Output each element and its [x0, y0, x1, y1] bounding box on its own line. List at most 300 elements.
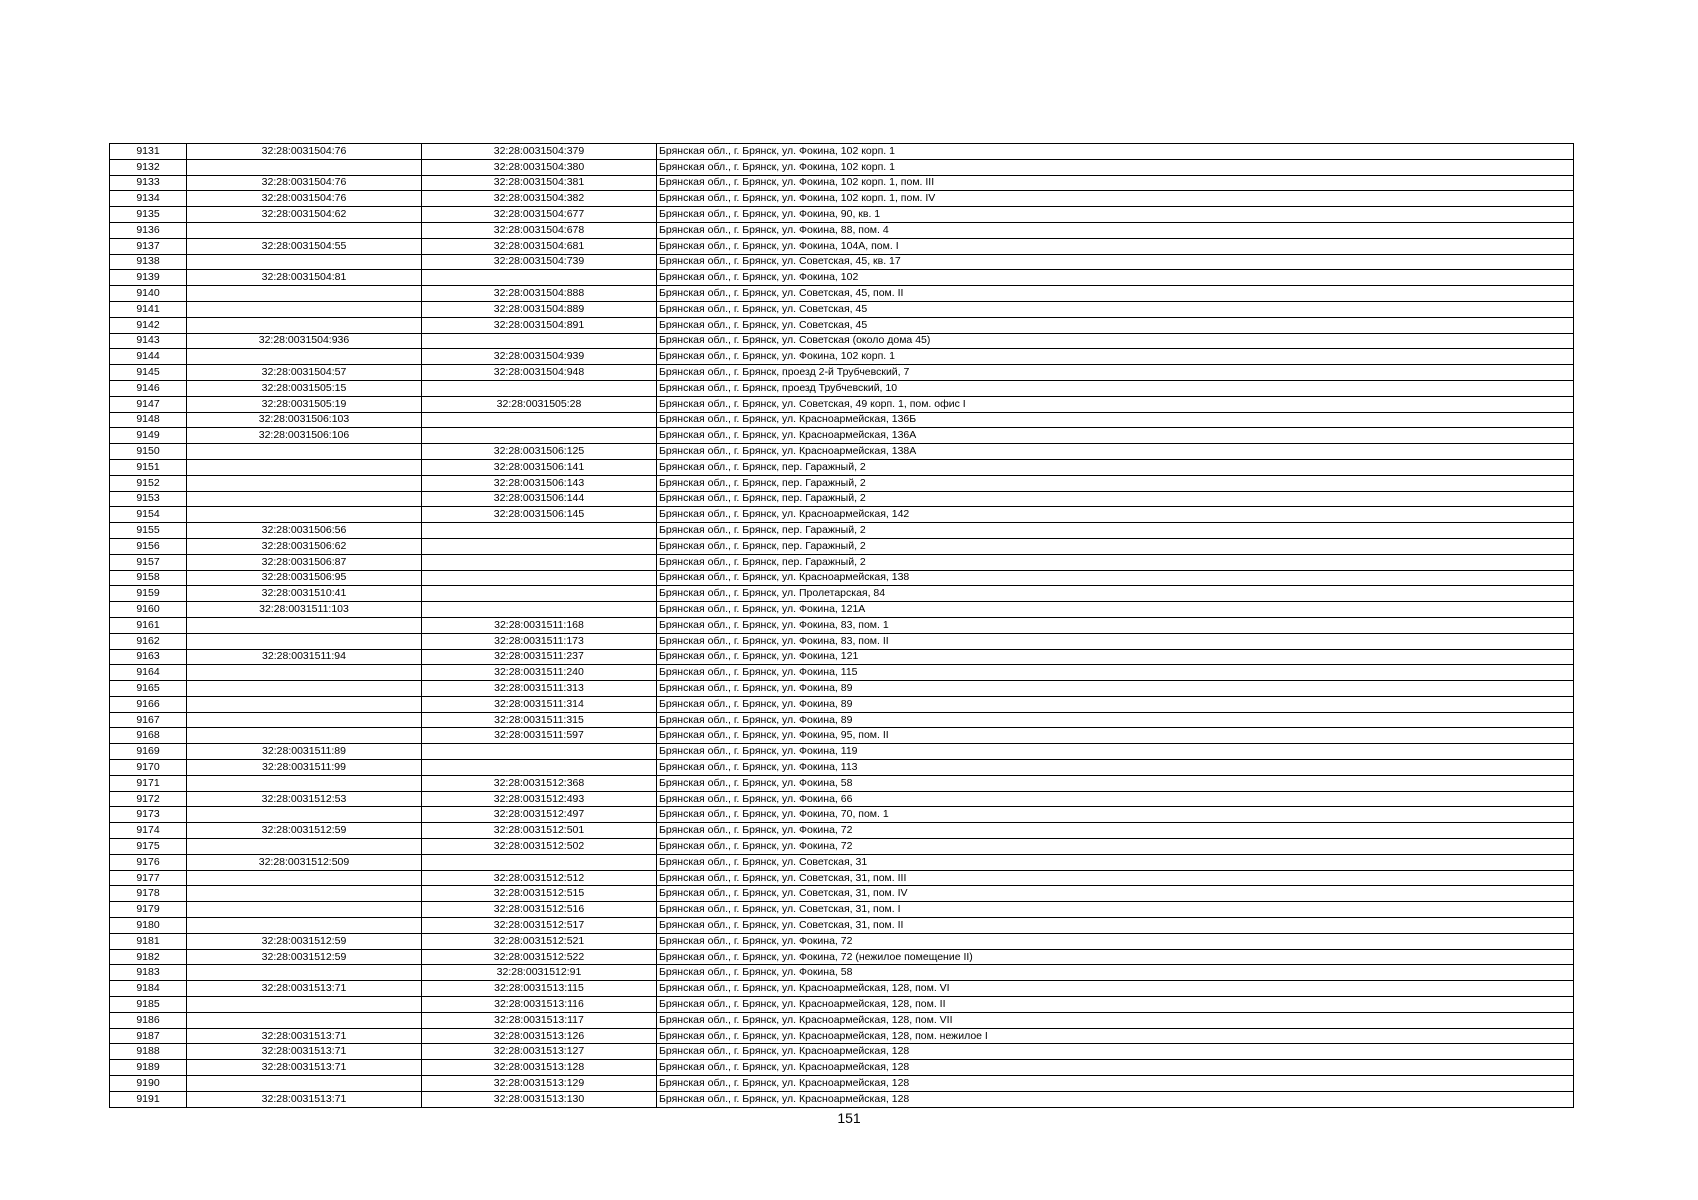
land-cadastral-number-cell	[187, 301, 422, 317]
row-number-cell: 9142	[110, 317, 187, 333]
address-cell: Брянская обл., г. Брянск, ул. Фокина, 102 корп. 1, пом. III	[657, 175, 1574, 191]
address-cell: Брянская обл., г. Брянск, ул. Красноармейская, 128	[657, 1091, 1574, 1107]
table-row	[110, 807, 1574, 823]
object-cadastral-number-cell: 32:28:0031505:28	[422, 396, 657, 412]
object-cadastral-number-cell: 32:28:0031504:379	[422, 144, 657, 160]
address-cell: Брянская обл., г. Брянск, ул. Фокина, 102 корп. 1	[657, 349, 1574, 365]
table-row	[110, 507, 1574, 523]
address-cell: Брянская обл., г. Брянск, ул. Красноармейская, 136Б	[657, 412, 1574, 428]
address-cell: Брянская обл., г. Брянск, ул. Красноармейская, 138	[657, 570, 1574, 586]
address-cell: Брянская обл., г. Брянск, ул. Фокина, 115	[657, 665, 1574, 681]
object-cadastral-number-cell: 32:28:0031504:888	[422, 286, 657, 302]
land-cadastral-number-cell	[187, 254, 422, 270]
row-number-cell: 9147	[110, 396, 187, 412]
land-cadastral-number-cell: 32:28:0031506:103	[187, 412, 422, 428]
row-number-cell: 9161	[110, 617, 187, 633]
row-number-cell: 9138	[110, 254, 187, 270]
land-cadastral-number-cell: 32:28:0031512:59	[187, 933, 422, 949]
table-row	[110, 491, 1574, 507]
object-cadastral-number-cell: 32:28:0031511:173	[422, 633, 657, 649]
address-cell: Брянская обл., г. Брянск, ул. Фокина, 83, пом. II	[657, 633, 1574, 649]
address-cell: Брянская обл., г. Брянск, ул. Советская, 45, кв. 17	[657, 254, 1574, 270]
row-number-cell: 9150	[110, 444, 187, 460]
row-number-cell: 9134	[110, 191, 187, 207]
table-row	[110, 523, 1574, 539]
row-number-cell: 9157	[110, 554, 187, 570]
object-cadastral-number-cell: 32:28:0031504:678	[422, 222, 657, 238]
land-cadastral-number-cell	[187, 286, 422, 302]
object-cadastral-number-cell: 32:28:0031511:597	[422, 728, 657, 744]
land-cadastral-number-cell: 32:28:0031511:94	[187, 649, 422, 665]
land-cadastral-number-cell: 32:28:0031512:509	[187, 854, 422, 870]
object-cadastral-number-cell: 32:28:0031504:681	[422, 238, 657, 254]
row-number-cell: 9164	[110, 665, 187, 681]
land-cadastral-number-cell: 32:28:0031511:99	[187, 760, 422, 776]
land-cadastral-number-cell: 32:28:0031513:71	[187, 1028, 422, 1044]
object-cadastral-number-cell	[422, 538, 657, 554]
land-cadastral-number-cell: 32:28:0031504:76	[187, 175, 422, 191]
table-row	[110, 191, 1574, 207]
table-row	[110, 428, 1574, 444]
table-row	[110, 554, 1574, 570]
row-number-cell: 9181	[110, 933, 187, 949]
table-row	[110, 712, 1574, 728]
address-cell: Брянская обл., г. Брянск, ул. Красноармейская, 138А	[657, 444, 1574, 460]
address-cell: Брянская обл., г. Брянск, ул. Фокина, 90, кв. 1	[657, 207, 1574, 223]
land-cadastral-number-cell: 32:28:0031512:53	[187, 791, 422, 807]
object-cadastral-number-cell	[422, 744, 657, 760]
row-number-cell: 9135	[110, 207, 187, 223]
row-number-cell: 9136	[110, 222, 187, 238]
table-row	[110, 349, 1574, 365]
row-number-cell: 9188	[110, 1044, 187, 1060]
object-cadastral-number-cell: 32:28:0031504:889	[422, 301, 657, 317]
table-row	[110, 1012, 1574, 1028]
address-cell: Брянская обл., г. Брянск, пер. Гаражный, 2	[657, 523, 1574, 539]
row-number-cell: 9167	[110, 712, 187, 728]
object-cadastral-number-cell: 32:28:0031512:512	[422, 870, 657, 886]
row-number-cell: 9155	[110, 523, 187, 539]
object-cadastral-number-cell: 32:28:0031511:237	[422, 649, 657, 665]
table-row	[110, 538, 1574, 554]
table-row	[110, 823, 1574, 839]
object-cadastral-number-cell: 32:28:0031512:515	[422, 886, 657, 902]
row-number-cell: 9169	[110, 744, 187, 760]
row-number-cell: 9146	[110, 380, 187, 396]
address-cell: Брянская обл., г. Брянск, ул. Фокина, 102 корп. 1	[657, 144, 1574, 160]
address-cell: Брянская обл., г. Брянск, ул. Фокина, 89	[657, 681, 1574, 697]
address-cell: Брянская обл., г. Брянск, ул. Советская, 31, пом. IV	[657, 886, 1574, 902]
object-cadastral-number-cell: 32:28:0031504:382	[422, 191, 657, 207]
object-cadastral-number-cell: 32:28:0031513:129	[422, 1076, 657, 1092]
object-cadastral-number-cell	[422, 333, 657, 349]
land-cadastral-number-cell: 32:28:0031506:87	[187, 554, 422, 570]
object-cadastral-number-cell: 32:28:0031513:130	[422, 1091, 657, 1107]
address-cell: Брянская обл., г. Брянск, ул. Красноармейская, 128, пом. нежилое I	[657, 1028, 1574, 1044]
table-row	[110, 365, 1574, 381]
row-number-cell: 9141	[110, 301, 187, 317]
land-cadastral-number-cell: 32:28:0031513:71	[187, 981, 422, 997]
table-row	[110, 981, 1574, 997]
row-number-cell: 9190	[110, 1076, 187, 1092]
land-cadastral-number-cell	[187, 775, 422, 791]
land-cadastral-number-cell: 32:28:0031506:56	[187, 523, 422, 539]
address-cell: Брянская обл., г. Брянск, пер. Гаражный, 2	[657, 491, 1574, 507]
land-cadastral-number-cell	[187, 617, 422, 633]
row-number-cell: 9153	[110, 491, 187, 507]
object-cadastral-number-cell: 32:28:0031506:145	[422, 507, 657, 523]
object-cadastral-number-cell	[422, 602, 657, 618]
address-cell: Брянская обл., г. Брянск, ул. Советская, 49 корп. 1, пом. офис I	[657, 396, 1574, 412]
land-cadastral-number-cell: 32:28:0031504:81	[187, 270, 422, 286]
land-cadastral-number-cell: 32:28:0031511:89	[187, 744, 422, 760]
object-cadastral-number-cell: 32:28:0031512:493	[422, 791, 657, 807]
row-number-cell: 9166	[110, 696, 187, 712]
object-cadastral-number-cell: 32:28:0031506:141	[422, 459, 657, 475]
address-cell: Брянская обл., г. Брянск, пер. Гаражный, 2	[657, 459, 1574, 475]
row-number-cell: 9132	[110, 159, 187, 175]
address-cell: Брянская обл., г. Брянск, ул. Фокина, 72	[657, 933, 1574, 949]
registry-table-body	[110, 144, 1574, 1108]
address-cell: Брянская обл., г. Брянск, пер. Гаражный, 2	[657, 554, 1574, 570]
object-cadastral-number-cell	[422, 428, 657, 444]
address-cell: Брянская обл., г. Брянск, ул. Красноармейская, 128, пом. II	[657, 997, 1574, 1013]
land-cadastral-number-cell	[187, 696, 422, 712]
land-cadastral-number-cell: 32:28:0031513:71	[187, 1044, 422, 1060]
object-cadastral-number-cell: 32:28:0031512:497	[422, 807, 657, 823]
object-cadastral-number-cell: 32:28:0031504:739	[422, 254, 657, 270]
object-cadastral-number-cell: 32:28:0031504:677	[422, 207, 657, 223]
table-row	[110, 1044, 1574, 1060]
land-cadastral-number-cell: 32:28:0031510:41	[187, 586, 422, 602]
land-cadastral-number-cell	[187, 159, 422, 175]
object-cadastral-number-cell: 32:28:0031504:380	[422, 159, 657, 175]
land-cadastral-number-cell: 32:28:0031504:62	[187, 207, 422, 223]
row-number-cell: 9156	[110, 538, 187, 554]
row-number-cell: 9160	[110, 602, 187, 618]
page-number: 151	[837, 1110, 861, 1126]
row-number-cell: 9133	[110, 175, 187, 191]
table-row	[110, 918, 1574, 934]
address-cell: Брянская обл., г. Брянск, ул. Фокина, 58	[657, 965, 1574, 981]
row-number-cell: 9140	[110, 286, 187, 302]
address-cell: Брянская обл., г. Брянск, ул. Красноармейская, 128	[657, 1044, 1574, 1060]
registry-table	[109, 143, 1574, 1108]
land-cadastral-number-cell: 32:28:0031506:95	[187, 570, 422, 586]
table-row	[110, 728, 1574, 744]
table-row	[110, 175, 1574, 191]
land-cadastral-number-cell: 32:28:0031505:19	[187, 396, 422, 412]
table-row	[110, 839, 1574, 855]
table-row	[110, 459, 1574, 475]
row-number-cell: 9137	[110, 238, 187, 254]
land-cadastral-number-cell: 32:28:0031504:76	[187, 191, 422, 207]
address-cell: Брянская обл., г. Брянск, ул. Фокина, 102	[657, 270, 1574, 286]
land-cadastral-number-cell	[187, 807, 422, 823]
address-cell: Брянская обл., г. Брянск, ул. Фокина, 89	[657, 712, 1574, 728]
table-row	[110, 286, 1574, 302]
address-cell: Брянская обл., г. Брянск, ул. Красноармейская, 128	[657, 1076, 1574, 1092]
row-number-cell: 9145	[110, 365, 187, 381]
land-cadastral-number-cell	[187, 902, 422, 918]
row-number-cell: 9173	[110, 807, 187, 823]
land-cadastral-number-cell	[187, 712, 422, 728]
address-cell: Брянская обл., г. Брянск, ул. Фокина, 88, пом. 4	[657, 222, 1574, 238]
object-cadastral-number-cell	[422, 586, 657, 602]
table-row	[110, 886, 1574, 902]
object-cadastral-number-cell: 32:28:0031504:939	[422, 349, 657, 365]
row-number-cell: 9184	[110, 981, 187, 997]
land-cadastral-number-cell	[187, 475, 422, 491]
row-number-cell: 9152	[110, 475, 187, 491]
address-cell: Брянская обл., г. Брянск, ул. Фокина, 58	[657, 775, 1574, 791]
object-cadastral-number-cell: 32:28:0031512:501	[422, 823, 657, 839]
object-cadastral-number-cell	[422, 554, 657, 570]
land-cadastral-number-cell	[187, 491, 422, 507]
object-cadastral-number-cell: 32:28:0031513:126	[422, 1028, 657, 1044]
row-number-cell: 9176	[110, 854, 187, 870]
table-row	[110, 254, 1574, 270]
table-row	[110, 1076, 1574, 1092]
land-cadastral-number-cell: 32:28:0031511:103	[187, 602, 422, 618]
table-row	[110, 570, 1574, 586]
land-cadastral-number-cell	[187, 997, 422, 1013]
address-cell: Брянская обл., г. Брянск, проезд Трубчевский, 10	[657, 380, 1574, 396]
land-cadastral-number-cell: 32:28:0031504:76	[187, 144, 422, 160]
object-cadastral-number-cell: 32:28:0031512:522	[422, 949, 657, 965]
row-number-cell: 9185	[110, 997, 187, 1013]
land-cadastral-number-cell	[187, 1076, 422, 1092]
land-cadastral-number-cell: 32:28:0031513:71	[187, 1091, 422, 1107]
land-cadastral-number-cell	[187, 918, 422, 934]
row-number-cell: 9186	[110, 1012, 187, 1028]
address-cell: Брянская обл., г. Брянск, ул. Красноармейская, 142	[657, 507, 1574, 523]
row-number-cell: 9171	[110, 775, 187, 791]
land-cadastral-number-cell	[187, 1012, 422, 1028]
address-cell: Брянская обл., г. Брянск, ул. Фокина, 95, пом. II	[657, 728, 1574, 744]
land-cadastral-number-cell	[187, 222, 422, 238]
table-row	[110, 870, 1574, 886]
table-row	[110, 1091, 1574, 1107]
address-cell: Брянская обл., г. Брянск, ул. Фокина, 72	[657, 823, 1574, 839]
address-cell: Брянская обл., г. Брянск, ул. Советская, 31, пом. III	[657, 870, 1574, 886]
object-cadastral-number-cell: 32:28:0031511:314	[422, 696, 657, 712]
table-row	[110, 396, 1574, 412]
address-cell: Брянская обл., г. Брянск, ул. Советская, 31, пом. I	[657, 902, 1574, 918]
row-number-cell: 9177	[110, 870, 187, 886]
row-number-cell: 9151	[110, 459, 187, 475]
land-cadastral-number-cell: 32:28:0031504:936	[187, 333, 422, 349]
row-number-cell: 9182	[110, 949, 187, 965]
row-number-cell: 9170	[110, 760, 187, 776]
address-cell: Брянская обл., г. Брянск, ул. Фокина, 121А	[657, 602, 1574, 618]
object-cadastral-number-cell: 32:28:0031511:168	[422, 617, 657, 633]
table-row	[110, 681, 1574, 697]
address-cell: Брянская обл., г. Брянск, ул. Фокина, 72	[657, 839, 1574, 855]
address-cell: Брянская обл., г. Брянск, ул. Фокина, 72 (нежилое помещение II)	[657, 949, 1574, 965]
address-cell: Брянская обл., г. Брянск, ул. Фокина, 83, пом. 1	[657, 617, 1574, 633]
row-number-cell: 9159	[110, 586, 187, 602]
land-cadastral-number-cell	[187, 459, 422, 475]
table-row	[110, 1060, 1574, 1076]
address-cell: Брянская обл., г. Брянск, ул. Фокина, 102 корп. 1	[657, 159, 1574, 175]
row-number-cell: 9165	[110, 681, 187, 697]
address-cell: Брянская обл., г. Брянск, пер. Гаражный, 2	[657, 538, 1574, 554]
object-cadastral-number-cell: 32:28:0031511:313	[422, 681, 657, 697]
row-number-cell: 9143	[110, 333, 187, 349]
row-number-cell: 9175	[110, 839, 187, 855]
address-cell: Брянская обл., г. Брянск, ул. Красноармейская, 128, пом. VII	[657, 1012, 1574, 1028]
object-cadastral-number-cell	[422, 523, 657, 539]
object-cadastral-number-cell: 32:28:0031512:368	[422, 775, 657, 791]
address-cell: Брянская обл., г. Брянск, ул. Фокина, 121	[657, 649, 1574, 665]
land-cadastral-number-cell	[187, 317, 422, 333]
table-row	[110, 965, 1574, 981]
table-row	[110, 586, 1574, 602]
address-cell: Брянская обл., г. Брянск, ул. Советская, 45	[657, 317, 1574, 333]
object-cadastral-number-cell	[422, 854, 657, 870]
address-cell: Брянская обл., г. Брянск, ул. Фокина, 102 корп. 1, пом. IV	[657, 191, 1574, 207]
row-number-cell: 9172	[110, 791, 187, 807]
table-row	[110, 238, 1574, 254]
address-cell: Брянская обл., г. Брянск, ул. Фокина, 104А, пом. I	[657, 238, 1574, 254]
object-cadastral-number-cell: 32:28:0031513:115	[422, 981, 657, 997]
row-number-cell: 9178	[110, 886, 187, 902]
object-cadastral-number-cell: 32:28:0031513:127	[422, 1044, 657, 1060]
address-cell: Брянская обл., г. Брянск, ул. Фокина, 66	[657, 791, 1574, 807]
table-row	[110, 617, 1574, 633]
object-cadastral-number-cell: 32:28:0031512:91	[422, 965, 657, 981]
table-row	[110, 997, 1574, 1013]
object-cadastral-number-cell: 32:28:0031511:315	[422, 712, 657, 728]
object-cadastral-number-cell	[422, 380, 657, 396]
row-number-cell: 9189	[110, 1060, 187, 1076]
land-cadastral-number-cell: 32:28:0031512:59	[187, 949, 422, 965]
address-cell: Брянская обл., г. Брянск, ул. Советская, 45, пом. II	[657, 286, 1574, 302]
table-row	[110, 902, 1574, 918]
row-number-cell: 9174	[110, 823, 187, 839]
object-cadastral-number-cell: 32:28:0031504:381	[422, 175, 657, 191]
table-row	[110, 949, 1574, 965]
object-cadastral-number-cell: 32:28:0031511:240	[422, 665, 657, 681]
table-row	[110, 696, 1574, 712]
object-cadastral-number-cell: 32:28:0031504:891	[422, 317, 657, 333]
table-row	[110, 649, 1574, 665]
table-row	[110, 144, 1574, 160]
object-cadastral-number-cell: 32:28:0031512:517	[422, 918, 657, 934]
table-row	[110, 207, 1574, 223]
table-row	[110, 159, 1574, 175]
land-cadastral-number-cell	[187, 444, 422, 460]
land-cadastral-number-cell	[187, 839, 422, 855]
land-cadastral-number-cell	[187, 728, 422, 744]
row-number-cell: 9168	[110, 728, 187, 744]
address-cell: Брянская обл., г. Брянск, ул. Красноармейская, 136А	[657, 428, 1574, 444]
row-number-cell: 9180	[110, 918, 187, 934]
land-cadastral-number-cell: 32:28:0031504:55	[187, 238, 422, 254]
row-number-cell: 9149	[110, 428, 187, 444]
land-cadastral-number-cell: 32:28:0031504:57	[187, 365, 422, 381]
table-row	[110, 665, 1574, 681]
table-row	[110, 301, 1574, 317]
table-row	[110, 333, 1574, 349]
land-cadastral-number-cell	[187, 665, 422, 681]
address-cell: Брянская обл., г. Брянск, ул. Фокина, 113	[657, 760, 1574, 776]
table-row	[110, 317, 1574, 333]
land-cadastral-number-cell	[187, 507, 422, 523]
address-cell: Брянская обл., г. Брянск, пер. Гаражный, 2	[657, 475, 1574, 491]
table-row	[110, 633, 1574, 649]
row-number-cell: 9144	[110, 349, 187, 365]
row-number-cell: 9148	[110, 412, 187, 428]
table-row	[110, 444, 1574, 460]
object-cadastral-number-cell: 32:28:0031506:125	[422, 444, 657, 460]
address-cell: Брянская обл., г. Брянск, ул. Советская, 45	[657, 301, 1574, 317]
row-number-cell: 9183	[110, 965, 187, 981]
object-cadastral-number-cell: 32:28:0031504:948	[422, 365, 657, 381]
row-number-cell: 9154	[110, 507, 187, 523]
table-row	[110, 1028, 1574, 1044]
table-row	[110, 791, 1574, 807]
address-cell: Брянская обл., г. Брянск, ул. Советская, 31, пом. II	[657, 918, 1574, 934]
row-number-cell: 9139	[110, 270, 187, 286]
object-cadastral-number-cell	[422, 412, 657, 428]
table-row	[110, 744, 1574, 760]
address-cell: Брянская обл., г. Брянск, проезд 2-й Трубчевский, 7	[657, 365, 1574, 381]
land-cadastral-number-cell	[187, 965, 422, 981]
object-cadastral-number-cell: 32:28:0031513:117	[422, 1012, 657, 1028]
object-cadastral-number-cell: 32:28:0031506:143	[422, 475, 657, 491]
table-row	[110, 270, 1574, 286]
land-cadastral-number-cell: 32:28:0031512:59	[187, 823, 422, 839]
land-cadastral-number-cell: 32:28:0031506:62	[187, 538, 422, 554]
address-cell: Брянская обл., г. Брянск, ул. Фокина, 70, пом. 1	[657, 807, 1574, 823]
table-row	[110, 933, 1574, 949]
row-number-cell: 9163	[110, 649, 187, 665]
land-cadastral-number-cell: 32:28:0031505:15	[187, 380, 422, 396]
table-row	[110, 602, 1574, 618]
address-cell: Брянская обл., г. Брянск, ул. Красноармейская, 128, пом. VI	[657, 981, 1574, 997]
address-cell: Брянская обл., г. Брянск, ул. Красноармейская, 128	[657, 1060, 1574, 1076]
table-row	[110, 775, 1574, 791]
land-cadastral-number-cell	[187, 681, 422, 697]
land-cadastral-number-cell	[187, 886, 422, 902]
object-cadastral-number-cell	[422, 570, 657, 586]
row-number-cell: 9191	[110, 1091, 187, 1107]
table-row	[110, 854, 1574, 870]
land-cadastral-number-cell	[187, 633, 422, 649]
table-row	[110, 475, 1574, 491]
row-number-cell: 9179	[110, 902, 187, 918]
land-cadastral-number-cell: 32:28:0031513:71	[187, 1060, 422, 1076]
table-row	[110, 760, 1574, 776]
address-cell: Брянская обл., г. Брянск, ул. Советская (около дома 45)	[657, 333, 1574, 349]
object-cadastral-number-cell	[422, 760, 657, 776]
land-cadastral-number-cell	[187, 870, 422, 886]
land-cadastral-number-cell	[187, 349, 422, 365]
row-number-cell: 9131	[110, 144, 187, 160]
address-cell: Брянская обл., г. Брянск, ул. Советская, 31	[657, 854, 1574, 870]
row-number-cell: 9187	[110, 1028, 187, 1044]
table-row	[110, 380, 1574, 396]
row-number-cell: 9158	[110, 570, 187, 586]
object-cadastral-number-cell: 32:28:0031512:521	[422, 933, 657, 949]
object-cadastral-number-cell: 32:28:0031513:116	[422, 997, 657, 1013]
address-cell: Брянская обл., г. Брянск, ул. Фокина, 119	[657, 744, 1574, 760]
object-cadastral-number-cell	[422, 270, 657, 286]
table-row	[110, 222, 1574, 238]
object-cadastral-number-cell: 32:28:0031513:128	[422, 1060, 657, 1076]
